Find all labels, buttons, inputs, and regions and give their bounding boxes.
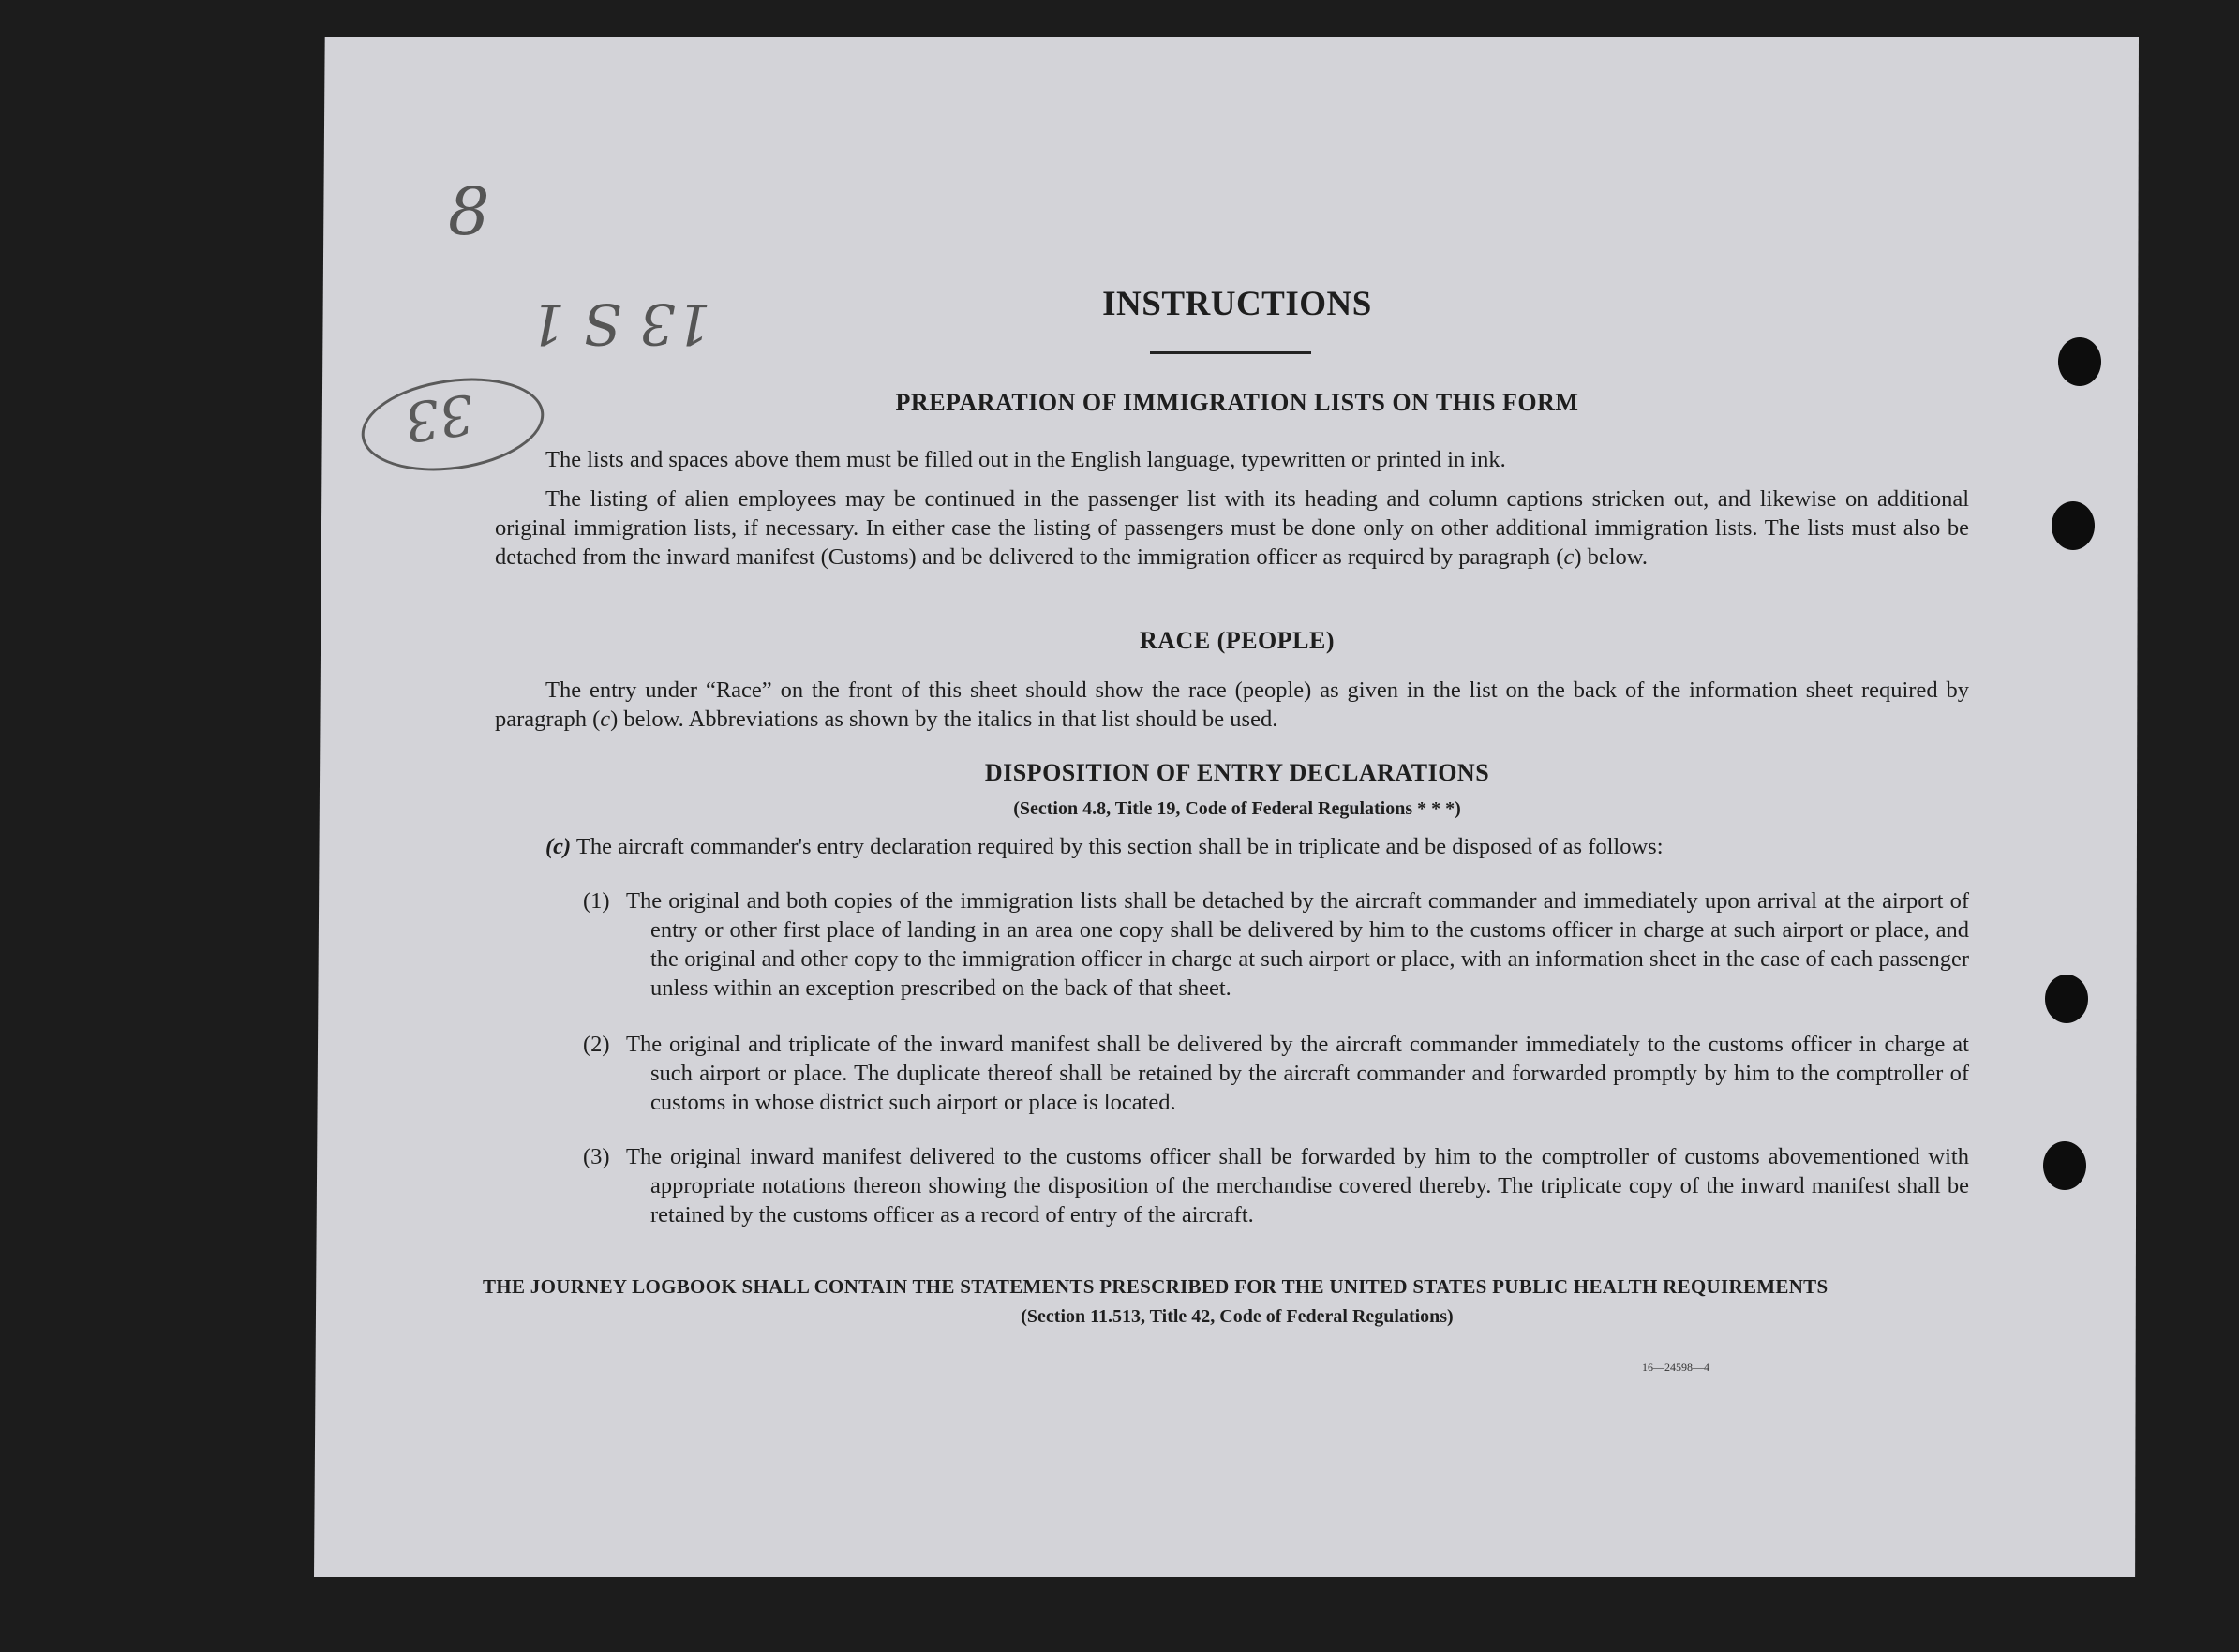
race-text-end: ) below. Abbreviations as shown by the italics in that list should be used. bbox=[610, 707, 1278, 732]
punch-hole bbox=[2045, 975, 2088, 1023]
item-number: (3) bbox=[583, 1144, 610, 1169]
punch-hole bbox=[2043, 1141, 2086, 1190]
item-number: (2) bbox=[583, 1032, 610, 1057]
public-health-statement: THE JOURNEY LOGBOOK SHALL CONTAIN THE STATEMENTS PRESCRIBED FOR THE UNITED STATES PUBLIC HEALTH REQUIREMENTS bbox=[483, 1275, 1829, 1298]
public-health-citation: (Section 11.513, Title 42, Code of Federal Regulations) bbox=[1021, 1306, 1454, 1327]
preparation-paragraph-1: The lists and spaces above them must be filled out in the English language, typewritten or printed in ink. bbox=[545, 447, 1506, 472]
intro-text: The aircraft commander's entry declaration required by this section shall be in triplicate and be disposed of as follows: bbox=[575, 834, 1664, 859]
item-number: (1) bbox=[583, 888, 610, 914]
paragraph-letter: c bbox=[600, 707, 611, 732]
paragraph-letter: c bbox=[1563, 544, 1575, 570]
circled-number-text: 33 bbox=[400, 381, 479, 454]
form-number: 16—24598—4 bbox=[1642, 1361, 1709, 1374]
punch-hole bbox=[2052, 501, 2095, 550]
handwritten-mark: 8 bbox=[448, 173, 490, 250]
item-text: The original and triplicate of the inward manifest shall be delivered by the aircraft commander immediately to the customs officer in charge at such airport or place. The duplicate thereof shall be retained by the aircraft commander and forwarded promptly by him to the comptroller of customs in whose district such airport or place is located. bbox=[626, 1032, 1969, 1115]
race-paragraph bbox=[495, 676, 1969, 734]
race-text: The entry under “Race” on the front of this sheet should show the race (people) as given in the list on the back of the information sheet required by paragraph ( bbox=[495, 677, 1969, 732]
preparation-p2-text: The listing of alien employees may be continued in the passenger list with its heading and column captions stricken out, and likewise on additional original immigration lists, if necessary. In either case the listing of passengers must be done only on other additional immigration lists. The lists must also be detached from the inward manifest (Customs) and be delivered to the immigration officer as required by paragraph ( bbox=[495, 486, 1969, 570]
punch-hole bbox=[2058, 337, 2101, 386]
disposition-item-2 bbox=[583, 1030, 1969, 1117]
title-underline bbox=[1150, 351, 1311, 354]
disposition-item-3 bbox=[583, 1142, 1969, 1229]
disposition-intro bbox=[495, 832, 1969, 861]
disposition-citation: (Section 4.8, Title 19, Code of Federal Regulations * * *) bbox=[1013, 798, 1461, 819]
page-title: INSTRUCTIONS bbox=[1102, 285, 1372, 323]
section-heading-disposition: DISPOSITION OF ENTRY DECLARATIONS bbox=[984, 759, 1490, 786]
item-text: The original inward manifest delivered to the customs officer shall be forwarded by him to the comptroller of customs abovementioned with appropriate notations thereon showing the disposition of the merchandise covered thereby. The triplicate copy of the inward manifest shall be retained by the customs officer as a record of entry of the aircraft. bbox=[626, 1144, 1969, 1228]
intro-letter: (c) bbox=[545, 834, 572, 859]
preparation-p2-end: ) below. bbox=[1574, 544, 1649, 570]
section-heading-preparation: PREPARATION OF IMMIGRATION LISTS ON THIS FORM bbox=[895, 389, 1579, 416]
item-text: The original and both copies of the immigration lists shall be detached by the aircraft commander and immediately upon arrival at the airport of entry or other first place of landing in an area one copy shall be delivered by him to the customs officer in charge at such airport or place, and the original and other copy to the immigration officer in charge at such airport or place, with an information sheet in the case of each passenger unless within an exception prescribed on the back of that sheet. bbox=[626, 888, 1969, 1001]
preparation-paragraph-2 bbox=[495, 484, 1969, 572]
handwritten-code: 13 S 1 bbox=[530, 290, 711, 356]
disposition-item-1 bbox=[583, 886, 1969, 1003]
section-heading-race: RACE (PEOPLE) bbox=[1140, 627, 1335, 654]
